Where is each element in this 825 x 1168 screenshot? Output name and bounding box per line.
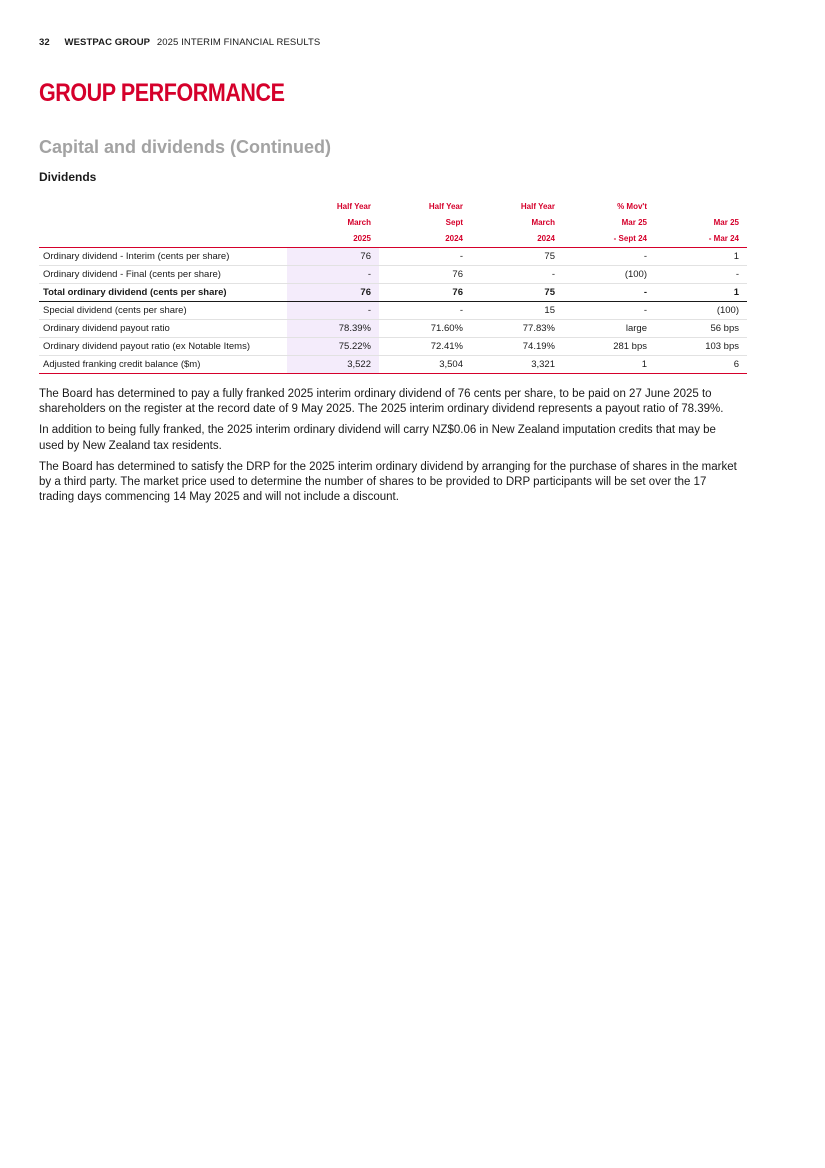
row-label: Ordinary dividend - Final (cents per share) [39, 266, 287, 284]
header-cell: % Mov't [617, 202, 647, 211]
value-cell: 71.60% [379, 320, 471, 338]
header-cell: Half Year [428, 202, 463, 211]
value-cell: - [287, 266, 379, 284]
sub-title: Capital and dividends (Continued) [39, 137, 331, 157]
value-cell: - [655, 266, 747, 284]
header-cell: Sept [445, 218, 463, 227]
row-label: Adjusted franking credit balance ($m) [39, 356, 287, 374]
value-cell: 76 [287, 248, 379, 266]
value-cell: 74.19% [471, 338, 563, 356]
row-label: Total ordinary dividend (cents per share) [39, 284, 287, 302]
value-cell: 76 [379, 284, 471, 302]
row-label: Ordinary dividend payout ratio (ex Notable Items) [39, 338, 287, 356]
header-cell [39, 231, 287, 248]
dividends-table [39, 199, 747, 374]
value-cell: 76 [379, 266, 471, 284]
value-cell: 103 bps [655, 338, 747, 356]
report-title: 2025 INTERIM FINANCIAL RESULTS [156, 37, 321, 48]
table-row [39, 266, 747, 284]
value-cell: (100) [655, 302, 747, 320]
value-cell: 75.22% [287, 338, 379, 356]
value-cell: 75 [471, 248, 563, 266]
header-cell: 2024 [471, 231, 563, 248]
header-cell: March [531, 218, 555, 227]
section-title: GROUP PERFORMANCE [39, 79, 285, 107]
header-cell: 2025 [287, 231, 379, 248]
running-header [39, 37, 320, 48]
value-cell: 76 [287, 284, 379, 302]
header-cell: Half Year [520, 202, 555, 211]
value-cell: 56 bps [655, 320, 747, 338]
paragraph: In addition to being fully franked, the 2025 interim ordinary dividend will carry NZ$0.06 in New Zealand imputation credits that may be used by New Zealand tax residents. [39, 424, 716, 452]
table-row [39, 302, 747, 320]
value-cell: 72.41% [379, 338, 471, 356]
header-cell: 2024 [379, 231, 471, 248]
value-cell: 3,522 [287, 356, 379, 374]
table-header-row [39, 199, 747, 215]
value-cell: 1 [655, 248, 747, 266]
value-cell: - [379, 248, 471, 266]
total-row [39, 284, 747, 302]
block-title: Dividends [39, 170, 97, 184]
value-cell: - [379, 302, 471, 320]
paragraph: The Board has determined to satisfy the DRP for the 2025 interim ordinary dividend by arranging for the purchase of shares in the market by a third party. The market price used to determine the number of shares to be provided to DRP participants will be set over the 17 trading days commencing 14 May 2025 and will not include a discount. [39, 460, 737, 504]
row-label: Ordinary dividend payout ratio [39, 320, 287, 338]
value-cell: - [471, 266, 563, 284]
value-cell: - [287, 302, 379, 320]
value-cell: - [563, 248, 655, 266]
value-cell: 78.39% [287, 320, 379, 338]
header-cell [655, 199, 747, 215]
header-cell: - Sept 24 [563, 231, 655, 248]
value-cell: 3,321 [471, 356, 563, 374]
company-name: WESTPAC GROUP [64, 37, 151, 48]
value-cell: large [563, 320, 655, 338]
table-header-row [39, 231, 747, 248]
paragraph: The Board has determined to pay a fully franked 2025 interim ordinary dividend of 76 cents per share, to be paid on 27 June 2025 to shareholders on the register at the record date of 9 May 2025. The 2025 interim ordinary dividend represents a payout ratio of 78.39%. [39, 388, 724, 416]
value-cell: 281 bps [563, 338, 655, 356]
value-cell: 75 [471, 284, 563, 302]
value-cell: - [563, 302, 655, 320]
header-cell: - Mar 24 [655, 231, 747, 248]
value-cell: 6 [655, 356, 747, 374]
value-cell: 1 [563, 356, 655, 374]
value-cell: 3,504 [379, 356, 471, 374]
row-label: Special dividend (cents per share) [39, 302, 287, 320]
value-cell: 77.83% [471, 320, 563, 338]
header-cell: March [347, 218, 371, 227]
header-cell [39, 215, 287, 231]
value-cell: 15 [471, 302, 563, 320]
table-row [39, 248, 747, 266]
header-cell [39, 199, 287, 215]
table-row [39, 320, 747, 338]
header-cell: Mar 25 [713, 218, 739, 227]
table-header-row [39, 215, 747, 231]
header-cell: Mar 25 [621, 218, 647, 227]
header-cell: Half Year [336, 202, 371, 211]
table-row [39, 338, 747, 356]
row-label: Ordinary dividend - Interim (cents per share) [39, 248, 287, 266]
body-text [39, 387, 739, 511]
value-cell: (100) [563, 266, 655, 284]
value-cell: 1 [655, 284, 747, 302]
value-cell: - [563, 284, 655, 302]
table-row [39, 356, 747, 374]
page-number: 32 [39, 37, 50, 48]
